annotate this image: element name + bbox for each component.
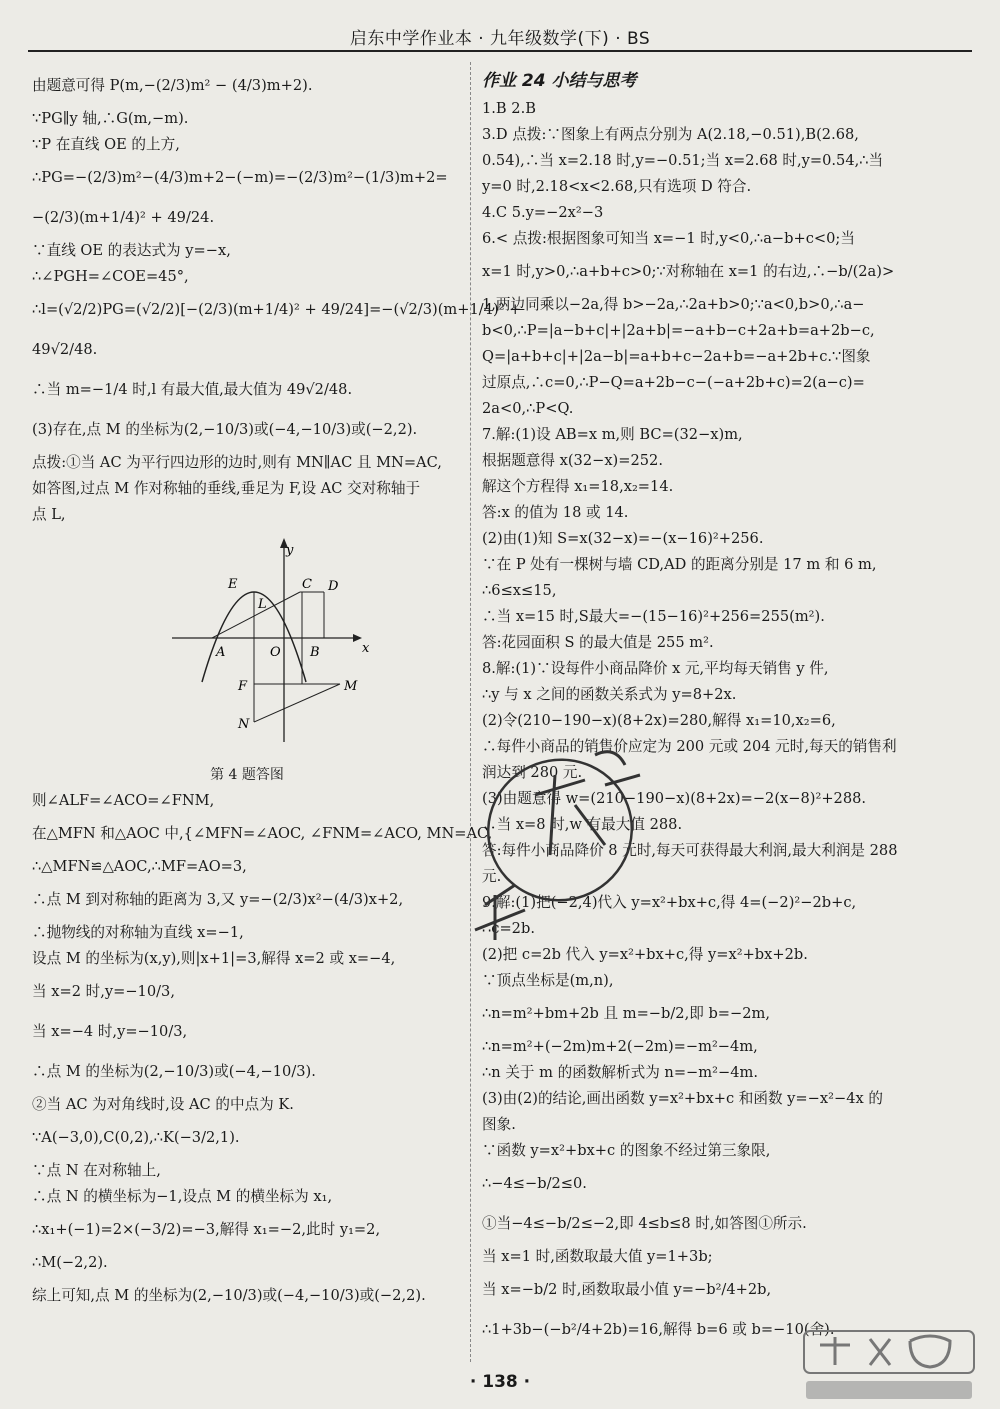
text-line: 1.B 2.B	[482, 100, 536, 117]
page-number: · 138 ·	[469, 1372, 531, 1392]
text-line: 答:每件小商品降价 8 元时,每天可获得最大利润,最大利润是 288	[482, 842, 898, 859]
label-m: M	[344, 679, 358, 694]
text-line: ∴n=m²+(−2m)m+2(−2m)=−m²−4m,	[482, 1038, 758, 1055]
text-line: 解这个方程得 x₁=18,x₂=14.	[482, 478, 674, 495]
label-l: L	[258, 597, 267, 612]
text-line: 由题意可得 P(m,−(2/3)m² − (4/3)m+2).	[32, 77, 313, 94]
text-line: ∴c=2b.	[482, 920, 535, 937]
text-line: 49√2/48.	[32, 341, 98, 358]
text-line: 则∠ALF=∠ACO=∠FNM,	[32, 792, 215, 809]
right-column	[482, 66, 970, 1350]
text-line: ∴点 N 的横坐标为−1,设点 M 的横坐标为 x₁,	[32, 1188, 333, 1205]
text-line: 2a<0,∴P<Q.	[482, 400, 574, 417]
text-line: b<0,∴P=|a−b+c|+|2a+b|=−a+b−c+2a+b=a+2b−c,	[482, 322, 875, 339]
text-line: 6.< 点拨:根据图象可知当 x=−1 时,y<0,∴a−b+c<0;当	[482, 230, 855, 247]
text-line: ∵PG∥y 轴,∴G(m,−m).	[32, 110, 189, 127]
segment-ac	[212, 592, 300, 638]
text-line: 元.	[482, 868, 502, 885]
text-line: −(2/3)(m+1/4)² + 49/24.	[32, 209, 215, 226]
text-line: (2)由(1)知 S=x(32−x)=−(x−16)²+256.	[482, 530, 764, 547]
text-line: ∵直线 OE 的表达式为 y=−x,	[32, 242, 231, 259]
text-line: 当 x=−4 时,y=−10/3,	[32, 1023, 188, 1040]
label-e: E	[228, 577, 238, 592]
text-line: ∴每件小商品的销售价应定为 200 元或 204 元时,每天的销售利	[482, 738, 897, 755]
text-line: 7.解:(1)设 AB=x m,则 BC=(32−x)m,	[482, 426, 743, 443]
text-line: ②当 AC 为对角线时,设 AC 的中点为 K.	[32, 1096, 294, 1113]
text-line: 综上可知,点 M 的坐标为(2,−10/3)或(−4,−10/3)或(−2,2).	[32, 1287, 426, 1304]
text-line: ∴当 m=−1/4 时,l 有最大值,最大值为 49√2/48.	[32, 381, 353, 398]
text-line: (3)由题意得 w=(210−190−x)(8+2x)=−2(x−8)²+288.	[482, 790, 867, 807]
text-line: 1,两边同乘以−2a,得 b>−2a,∴2a+b>0;∵a<0,b>0,∴a−	[482, 296, 865, 313]
text-line: ∴当 x=15 时,S最大=−(15−16)²+256=255(m²).	[482, 608, 825, 625]
text-line: ∵A(−3,0),C(0,2),∴K(−3/2,1).	[32, 1129, 240, 1146]
text-line: ∴−4≤−b/2≤0.	[482, 1175, 587, 1192]
text-line: ∴△MFN≌△AOC,∴MF=AO=3,	[32, 858, 247, 875]
label-y: y	[286, 543, 294, 558]
text-line: 如答图,过点 M 作对称轴的垂线,垂足为 F,设 AC 交对称轴于	[32, 480, 421, 497]
label-b: B	[310, 645, 320, 660]
figure-caption: 第 4 题答图	[210, 767, 284, 783]
text-line: (3)由(2)的结论,画出函数 y=x²+bx+c 和函数 y=−x²−4x 的	[482, 1090, 883, 1107]
text-line: 在△MFN 和△AOC 中,{∠MFN=∠AOC, ∠FNM=∠ACO, MN=AC,	[32, 825, 493, 842]
text-line: 答:x 的值为 18 或 14.	[482, 504, 629, 521]
text-line: ∴l=(√2/2)PG=(√2/2)[−(2/3)(m+1/4)² + 49/24]=−(√2/3)(m+1/4)² +	[32, 301, 522, 318]
text-line: 3.D 点拨:∵图象上有两点分别为 A(2.18,−0.51),B(2.68,	[482, 126, 859, 143]
text-line: ∴1+3b−(−b²/4+2b)=16,解得 b=6 或 b=−10(舍).	[482, 1321, 835, 1338]
text-line: 4.C 5.y=−2x²−3	[482, 204, 604, 221]
solution-lines-b	[32, 788, 493, 1316]
text-line: ∵顶点坐标是(m,n),	[482, 972, 614, 989]
text-line: 答:花园面积 S 的最大值是 255 m².	[482, 634, 714, 651]
label-c: C	[302, 577, 312, 592]
label-x: x	[362, 641, 370, 656]
text-line: ∵在 P 处有一棵树与墙 CD,AD 的距离分别是 17 m 和 6 m,	[482, 556, 877, 573]
header-rule	[28, 50, 972, 52]
text-line: ∴点 M 的坐标为(2,−10/3)或(−4,−10/3).	[32, 1063, 316, 1080]
x-axis-arrow	[353, 634, 362, 642]
text-line: 点拨:①当 AC 为平行四边形的边时,则有 MN∥AC 且 MN=AC,	[32, 454, 442, 471]
text-line: ∴n=m²+bm+2b 且 m=−b/2,即 b=−2m,	[482, 1005, 771, 1022]
text-line: 点 L,	[32, 506, 66, 523]
text-line: ∴当 x=8 时,w 有最大值 288.	[482, 816, 683, 833]
label-f: F	[238, 679, 248, 694]
text-line: y=0 时,2.18<x<2.68,只有选项 D 符合.	[482, 178, 752, 195]
text-line: (2)把 c=2b 代入 y=x²+bx+c,得 y=x²+bx+2b.	[482, 946, 808, 963]
text-line: (3)存在,点 M 的坐标为(2,−10/3)或(−4,−10/3)或(−2,2).	[32, 421, 418, 438]
text-line: ∵P 在直线 OE 的上方,	[32, 136, 180, 153]
text-line: ∴y 与 x 之间的函数关系式为 y=8+2x.	[482, 686, 737, 703]
parabola-diagram	[162, 532, 382, 754]
text-line: x=1 时,y>0,∴a+b+c>0;∵对称轴在 x=1 的右边,∴−b/(2a)>	[482, 263, 895, 280]
text-line: ∴∠PGH=∠COE=45°,	[32, 268, 189, 285]
label-n: N	[238, 717, 250, 732]
text-line: 0.54),∴当 x=2.18 时,y=−0.51;当 x=2.68 时,y=0.54,∴当	[482, 152, 884, 169]
text-line: (2)令(210−190−x)(8+2x)=280,解得 x₁=10,x₂=6,	[482, 712, 836, 729]
text-line: Q=|a+b+c|+|2a−b|=a+b+c−2a+b=−a+2b+c.∵图象	[482, 348, 871, 365]
text-line: ∴点 M 到对称轴的距离为 3,又 y=−(2/3)x²−(4/3)x+2,	[32, 891, 404, 908]
text-line: ∵点 N 在对称轴上,	[32, 1162, 161, 1179]
text-line: ∴6≤x≤15,	[482, 582, 557, 599]
text-line: 9.解:(1)把(−2,4)代入 y=x²+bx+c,得 4=(−2)²−2b+c,	[482, 894, 857, 911]
text-line: 过原点,∴c=0,∴P−Q=a+2b−c−(−a+2b+c)=2(a−c)=	[482, 374, 865, 391]
text-line: 润达到 280 元.	[482, 764, 583, 781]
text-line: 图象.	[482, 1116, 516, 1133]
site-watermark-logo	[800, 1325, 980, 1405]
running-header: 启东中学作业本 · 九年级数学(下) · BS	[349, 29, 651, 49]
label-o: O	[270, 645, 281, 660]
label-a: A	[216, 645, 226, 660]
text-line: 当 x=1 时,函数取最大值 y=1+3b;	[482, 1248, 713, 1265]
text-line: ∴PG=−(2/3)m²−(4/3)m+2−(−m)=−(2/3)m²−(1/3)m+2=	[32, 169, 448, 186]
text-line: ∴n 关于 m 的函数解析式为 n=−m²−4m.	[482, 1064, 758, 1081]
column-divider	[470, 62, 472, 1362]
text-line: 根据题意得 x(32−x)=252.	[482, 452, 663, 469]
text-line: 8.解:(1)∵设每件小商品降价 x 元,平均每天销售 y 件,	[482, 660, 829, 677]
text-line: ∴M(−2,2).	[32, 1254, 108, 1271]
handwritten-stamp	[455, 735, 655, 945]
text-line: ∴抛物线的对称轴为直线 x=−1,	[32, 924, 244, 941]
label-d: D	[328, 579, 339, 594]
text-line: 当 x=−b/2 时,函数取最小值 y=−b²/4+2b,	[482, 1281, 772, 1298]
text-line: ∴x₁+(−1)=2×(−3/2)=−3,解得 x₁=−2,此时 y₁=2,	[32, 1221, 381, 1238]
text-line: ∵函数 y=x²+bx+c 的图象不经过第三象限,	[482, 1142, 771, 1159]
text-line: 当 x=2 时,y=−10/3,	[32, 983, 175, 1000]
parabola-figure	[32, 532, 462, 762]
text-line: ①当−4≤−b/2≤−2,即 4≤b≤8 时,如答图①所示.	[482, 1215, 807, 1232]
text-line: 设点 M 的坐标为(x,y),则|x+1|=3,解得 x=2 或 x=−4,	[32, 950, 396, 967]
section-heading: 作业 24 小结与思考	[482, 71, 637, 91]
segment-nm	[254, 684, 340, 722]
